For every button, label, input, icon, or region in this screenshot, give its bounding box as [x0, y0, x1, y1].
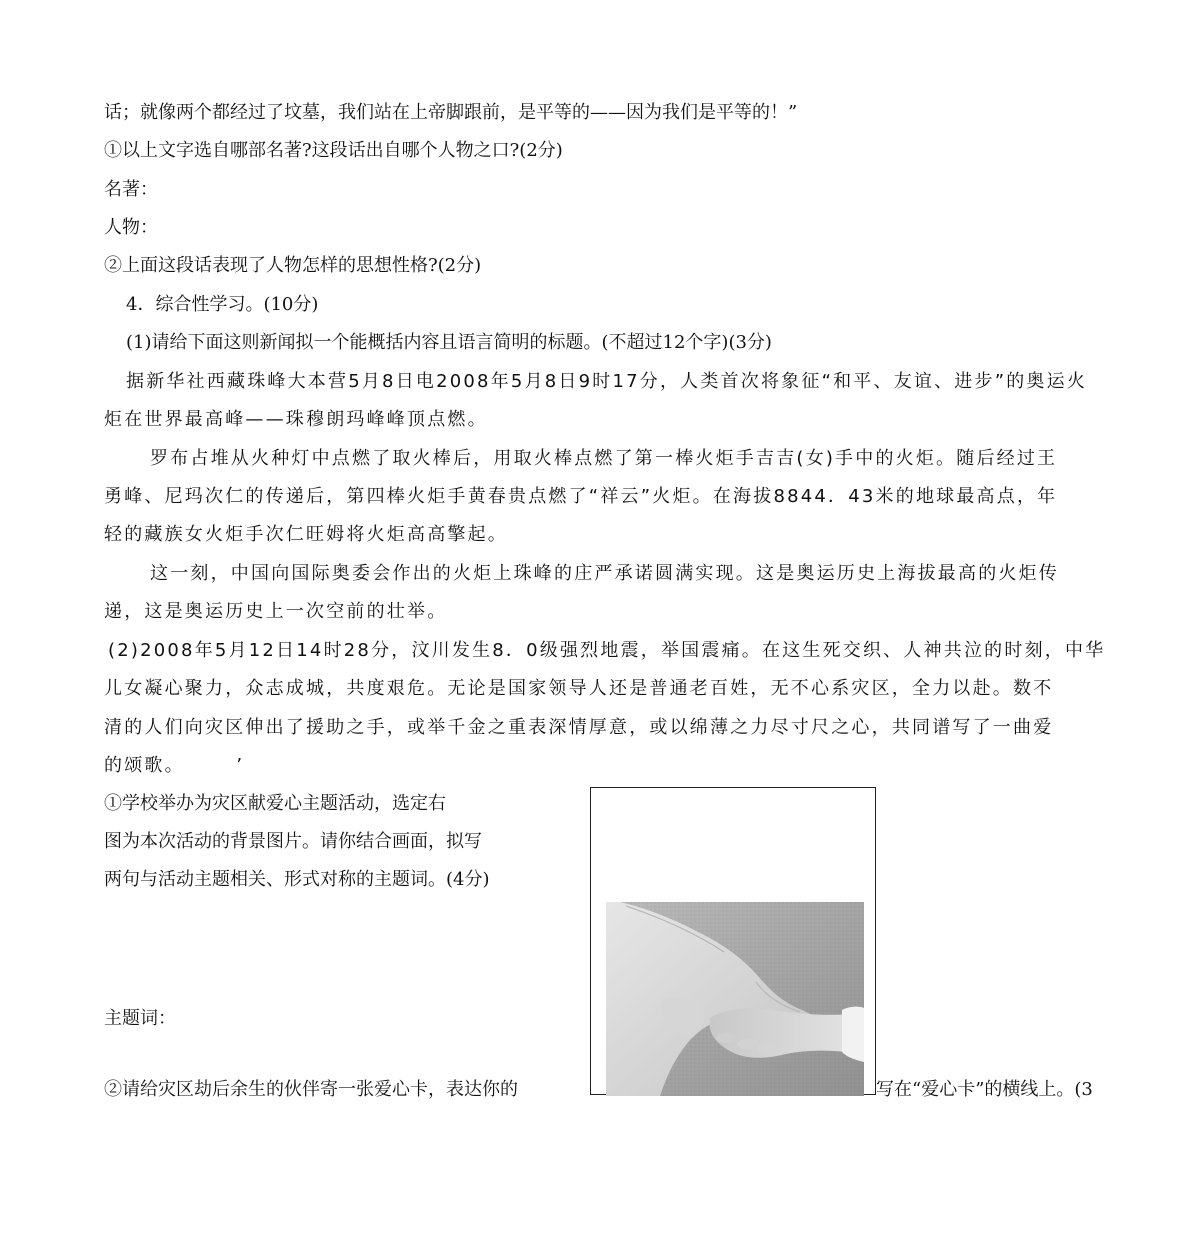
task-2-text-left: ②请给灾区劫后余生的伙伴寄一张爱心卡，表达你的 [104, 1079, 518, 1100]
news-paragraph-2-line-1: 罗布占堆从火种灯中点燃了取火棒后，用取火棒点燃了第一棒火炬手吉吉(女)手中的火炬。随后经过王 [150, 448, 1058, 469]
news-paragraph-3-line-1: 这一刻，中国向国际奥委会作出的火炬上珠峰的庄严承诺圆满实现。这是奥运历史上海拔最高的火炬传 [150, 563, 1059, 584]
task-2-text-right: 写在“爱心卡”的横线上。(3 [876, 1079, 1093, 1100]
sub-question-2-line-3: 清的人们向灾区伸出了援助之手，或举千金之重表深情厚意，或以绵薄之力尽寸尺之心，共同谱写了一曲爱 [104, 717, 1054, 738]
answer-label-person: 人物： [104, 217, 158, 238]
news-paragraph-2-line-3: 轻的藏族女火炬手次仁旺姆将火炬高高擎起。 [104, 524, 508, 545]
question-2: ②上面这段话表现了人物怎样的思想性格?(2分) [104, 255, 482, 276]
task-1-line-1: ①学校举办为灾区献爱心主题活动，选定右 [104, 793, 446, 814]
news-paragraph-3-line-2: 递，这是奥运历史上一次空前的壮举。 [104, 601, 448, 622]
section-4-heading: 4．综合性学习。(10分) [126, 294, 319, 315]
news-paragraph-1-line-1: 据新华社西藏珠峰大本营5月8日电2008年5月8日9时17分，人类首次将象征“和平、友谊、进步”的奥运火 [126, 371, 1088, 392]
answer-label-theme: 主题词： [104, 1008, 176, 1029]
news-paragraph-2-line-2: 勇峰、尼玛次仁的传递后，第四棒火炬手黄春贵点燃了“祥云”火炬。在海拔8844．43米的地球最高点，年 [104, 486, 1058, 507]
task-1-line-2: 图为本次活动的背景图片。请你结合画面，拟写 [104, 831, 482, 852]
task-1-line-3: 两句与活动主题相关、形式对称的主题词。(4分) [104, 869, 490, 890]
sub-question-2-line-1: (2)2008年5月12日14时28分，汶川发生8．0级强烈地震，举国震痛。在这生死交织、人神共泣的时刻，中华 [108, 640, 1106, 661]
news-paragraph-1-line-2: 炬在世界最高峰——珠穆朗玛峰峰顶点燃。 [104, 409, 488, 430]
helping-hands-photo [606, 902, 864, 1096]
sub-question-2-line-2: 儿女凝心聚力，众志成城，共度艰危。无论是国家领导人还是普通老百姓，无不心系灾区，全力以赴。数不 [104, 678, 1054, 699]
sub-question-2-line-4: 的颂歌。 ’ [104, 755, 245, 776]
answer-label-book: 名著： [104, 179, 158, 200]
quote-tail: 话；就像两个都经过了坟墓，我们站在上帝脚跟前，是平等的——因为我们是平等的！” [104, 102, 798, 123]
question-1: ①以上文字选自哪部名著?这段话出自哪个人物之口?(2分) [104, 140, 563, 161]
sub-question-1: (1)请给下面这则新闻拟一个能概括内容且语言简明的标题。(不超过12个字)(3分) [126, 332, 772, 353]
